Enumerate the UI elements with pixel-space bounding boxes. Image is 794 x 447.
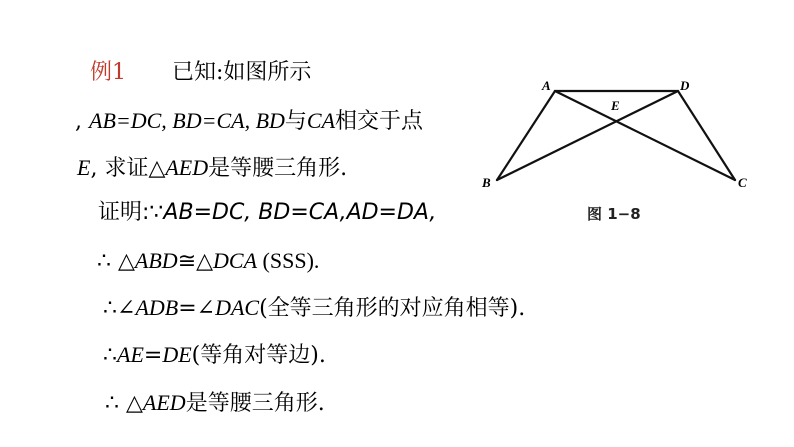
proof-line-5: ∴ △AED是等腰三角形. — [105, 390, 325, 416]
example-label: 例1 — [90, 60, 126, 85]
label-a: A — [542, 78, 551, 93]
label-b: B — [482, 175, 491, 190]
given-line-2: , AB=DC, BD=CA, BD与CA相交于点 — [75, 108, 424, 134]
proof-line-1: 证明:∵AB=DC, BD=CA,AD=DA, — [98, 200, 437, 225]
segment-ac — [555, 91, 735, 180]
proof-line-4: ∴AE=DE(等角对等边). — [103, 342, 326, 368]
segment-db — [497, 91, 678, 180]
figure-caption: 图 1−8 — [587, 205, 641, 223]
proof-line-2: ∴ △ABD≅△DCA (SSS). — [97, 248, 320, 274]
given-line-3: E, 求证△AED是等腰三角形. — [77, 155, 348, 181]
proof-line-3: ∴∠ADB=∠DAC(全等三角形的对应角相等). — [103, 295, 526, 321]
label-e: E — [611, 98, 620, 113]
label-d: D — [680, 78, 690, 93]
label-c: C — [738, 175, 747, 190]
given-line-1: 已知:如图所示 — [172, 60, 312, 85]
geometry-figure — [470, 70, 770, 235]
